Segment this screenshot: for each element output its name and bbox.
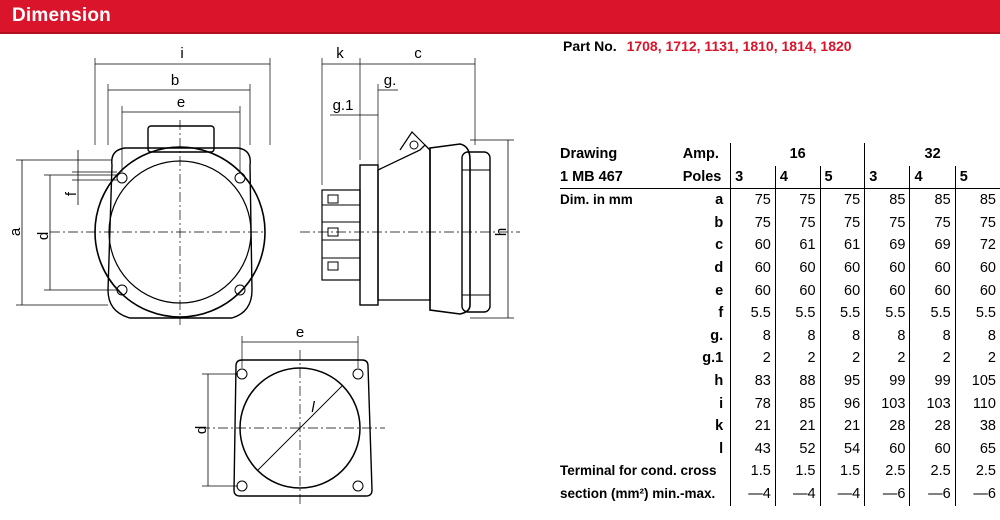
dim-label xyxy=(560,280,678,303)
label-i: i xyxy=(180,45,184,62)
dim-value: 2 xyxy=(955,347,1000,370)
terminal-min: 2.5 xyxy=(865,460,910,483)
dim-value: 85 xyxy=(775,393,820,416)
part-number-label: Part No. xyxy=(563,38,617,54)
front-view xyxy=(16,58,270,325)
label-d-top: d xyxy=(35,231,52,241)
header-amp: Amp. xyxy=(682,146,719,162)
dim-value: 8 xyxy=(865,325,910,348)
dim-value: 54 xyxy=(820,438,865,461)
table-row xyxy=(560,393,1000,416)
dim-value: 95 xyxy=(820,370,865,393)
dim-value: 60 xyxy=(731,257,776,280)
label-f: f xyxy=(63,191,80,197)
dim-key: d xyxy=(714,259,724,276)
terminal-max: —6 xyxy=(865,483,910,506)
table-row xyxy=(560,189,1000,212)
dim-value: 75 xyxy=(820,189,865,212)
dim-value: 2 xyxy=(910,347,955,370)
dim-value: 85 xyxy=(910,189,955,212)
dim-value: 99 xyxy=(865,370,910,393)
terminal-max: —4 xyxy=(731,483,776,506)
dim-value: 69 xyxy=(910,234,955,257)
dim-value: 88 xyxy=(775,370,820,393)
label-a: a xyxy=(7,227,24,237)
table-row xyxy=(560,212,1000,235)
dim-key: i xyxy=(719,395,724,412)
dim-value: 61 xyxy=(775,234,820,257)
pole-16-5: 5 xyxy=(820,166,865,189)
table-row xyxy=(560,415,1000,438)
dim-value: 28 xyxy=(910,415,955,438)
dim-value: 60 xyxy=(731,234,776,257)
dim-value: 8 xyxy=(775,325,820,348)
dim-value: 60 xyxy=(820,257,865,280)
label-g1: g.1 xyxy=(332,97,354,114)
dim-value: 43 xyxy=(731,438,776,461)
label-e-bottom: e xyxy=(295,324,305,341)
pole-32-5: 5 xyxy=(955,166,1000,189)
dim-key: g. xyxy=(710,327,724,344)
dim-key: e xyxy=(715,282,724,299)
terminal-min: 1.5 xyxy=(775,460,820,483)
dim-value: 28 xyxy=(865,415,910,438)
terminal-max: —4 xyxy=(775,483,820,506)
table-header-row-1 xyxy=(560,143,1000,166)
dim-label xyxy=(560,212,678,235)
dim-value: 60 xyxy=(955,280,1000,303)
dim-value: 75 xyxy=(731,212,776,235)
dim-label xyxy=(560,325,678,348)
dim-value: 38 xyxy=(955,415,1000,438)
dim-key: g.1 xyxy=(702,350,724,367)
dim-value: 60 xyxy=(820,280,865,303)
dim-value: 8 xyxy=(910,325,955,348)
dim-value: 85 xyxy=(865,189,910,212)
dim-key: c xyxy=(715,237,724,254)
dim-value: 99 xyxy=(910,370,955,393)
pole-32-4: 4 xyxy=(910,166,955,189)
dim-value: 60 xyxy=(775,280,820,303)
table-row xyxy=(560,234,1000,257)
terminal-min: 1.5 xyxy=(820,460,865,483)
table-row xyxy=(560,302,1000,325)
dim-value: 72 xyxy=(955,234,1000,257)
table-row xyxy=(560,257,1000,280)
dim-value: 21 xyxy=(820,415,865,438)
dimension-drawing xyxy=(0,34,560,520)
dim-value: 96 xyxy=(820,393,865,416)
dim-value: 5.5 xyxy=(910,302,955,325)
dim-value: 5.5 xyxy=(820,302,865,325)
dim-key: b xyxy=(714,214,724,231)
dim-value: 52 xyxy=(775,438,820,461)
dim-value: 8 xyxy=(820,325,865,348)
terminal-max: —4 xyxy=(820,483,865,506)
dim-value: 60 xyxy=(731,280,776,303)
dim-value: 5.5 xyxy=(955,302,1000,325)
dim-label xyxy=(560,234,678,257)
header-code: 1 MB 467 xyxy=(560,166,678,189)
dim-value: 61 xyxy=(820,234,865,257)
dim-label xyxy=(560,415,678,438)
dim-value: 78 xyxy=(731,393,776,416)
dim-value: 60 xyxy=(910,438,955,461)
dim-value: 65 xyxy=(955,438,1000,461)
label-b: b xyxy=(170,72,180,89)
label-k: k xyxy=(336,45,344,62)
dim-value: 2 xyxy=(775,347,820,370)
dim-label xyxy=(560,257,678,280)
dim-value: 2 xyxy=(865,347,910,370)
dim-key: h xyxy=(714,372,724,389)
dim-label xyxy=(560,393,678,416)
pole-16-3: 3 xyxy=(731,166,776,189)
dim-value: 75 xyxy=(731,189,776,212)
dim-value: 85 xyxy=(955,189,1000,212)
page-title: Dimension xyxy=(12,5,111,26)
table-row xyxy=(560,370,1000,393)
terminal-min: 1.5 xyxy=(731,460,776,483)
header-bar xyxy=(0,0,1000,34)
dim-value: 60 xyxy=(955,257,1000,280)
pole-16-4: 4 xyxy=(775,166,820,189)
dim-value: 60 xyxy=(865,438,910,461)
dim-value: 8 xyxy=(731,325,776,348)
dim-key: a xyxy=(715,192,724,209)
label-e-top: e xyxy=(176,94,186,111)
table-row xyxy=(560,280,1000,303)
terminal-label-2: section (mm²) min.-max. xyxy=(560,485,716,501)
dim-value: 75 xyxy=(775,189,820,212)
label-h: h xyxy=(493,227,510,237)
dim-value: 75 xyxy=(865,212,910,235)
cutout-view xyxy=(200,336,385,505)
header-amp-32: 32 xyxy=(865,143,1000,166)
dim-value: 83 xyxy=(731,370,776,393)
terminal-min: 2.5 xyxy=(955,460,1000,483)
dim-value: 105 xyxy=(955,370,1000,393)
dim-value: 60 xyxy=(910,257,955,280)
terminal-row-2 xyxy=(560,483,1000,506)
dim-value: 60 xyxy=(865,257,910,280)
terminal-max: —6 xyxy=(910,483,955,506)
dim-value: 60 xyxy=(775,257,820,280)
part-number-values: 1708, 1712, 1131, 1810, 1814, 1820 xyxy=(626,38,852,54)
header-drawing: Drawing xyxy=(560,146,618,162)
dim-value: 60 xyxy=(865,280,910,303)
dim-value: 103 xyxy=(910,393,955,416)
dim-value: 21 xyxy=(731,415,776,438)
dim-value: 75 xyxy=(955,212,1000,235)
dim-label xyxy=(560,347,678,370)
label-d-bottom: d xyxy=(193,425,210,435)
dim-value: 75 xyxy=(910,212,955,235)
dim-key: k xyxy=(715,418,724,435)
dim-value: 2 xyxy=(820,347,865,370)
terminal-max: —6 xyxy=(955,483,1000,506)
dim-value: 5.5 xyxy=(731,302,776,325)
dim-value: 5.5 xyxy=(865,302,910,325)
dim-value: 2 xyxy=(731,347,776,370)
dim-label xyxy=(560,438,678,461)
part-number-line xyxy=(563,38,852,54)
label-c: c xyxy=(414,45,422,62)
dim-value: 75 xyxy=(820,212,865,235)
table-row xyxy=(560,347,1000,370)
dim-value: 103 xyxy=(865,393,910,416)
dim-label xyxy=(560,370,678,393)
label-g: g. xyxy=(383,72,397,89)
pole-32-3: 3 xyxy=(865,166,910,189)
header-poles: Poles xyxy=(678,166,731,189)
dim-key: f xyxy=(718,305,724,322)
table-row xyxy=(560,325,1000,348)
table-row xyxy=(560,438,1000,461)
terminal-min: 2.5 xyxy=(910,460,955,483)
dim-value: 8 xyxy=(955,325,1000,348)
table-header-row-2 xyxy=(560,166,1000,189)
dim-value: 110 xyxy=(955,393,1000,416)
terminal-row-1 xyxy=(560,460,1000,483)
dim-label: Dim. in mm xyxy=(560,192,633,208)
dim-label xyxy=(560,302,678,325)
dim-value: 5.5 xyxy=(775,302,820,325)
header-amp-16: 16 xyxy=(731,143,865,166)
terminal-label-1: Terminal for cond. cross xyxy=(560,463,717,479)
dim-key: l xyxy=(719,440,724,457)
dim-value: 21 xyxy=(775,415,820,438)
dim-value: 69 xyxy=(865,234,910,257)
label-l: l xyxy=(311,399,315,416)
dimension-table xyxy=(560,143,1000,506)
dim-value: 60 xyxy=(910,280,955,303)
dim-value: 75 xyxy=(775,212,820,235)
